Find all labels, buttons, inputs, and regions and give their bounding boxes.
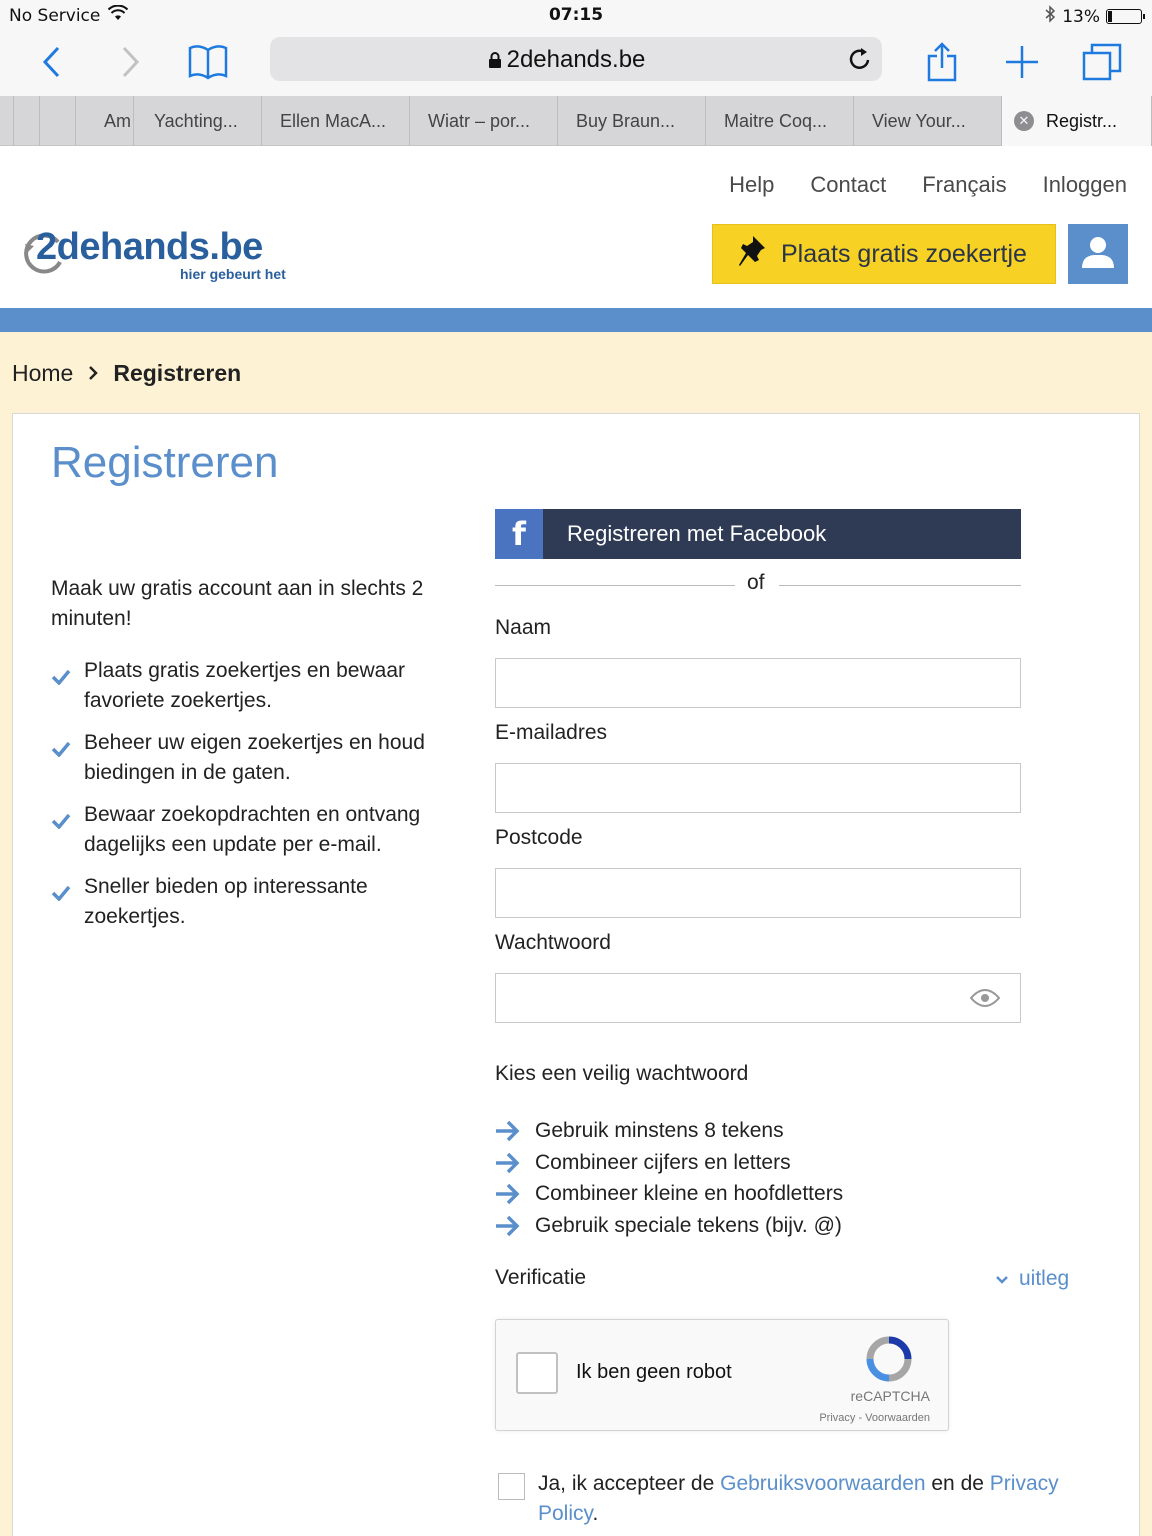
password-rule	[495, 1210, 843, 1242]
new-tab-icon[interactable]	[1000, 40, 1044, 84]
password-rule	[495, 1178, 843, 1210]
address-bar[interactable]	[270, 37, 882, 81]
recaptcha-links[interactable]: Privacy - Voorwaarden	[819, 1412, 930, 1424]
chevron-right-icon	[87, 360, 99, 387]
terms-prefix: Ja, ik accepteer de	[538, 1472, 721, 1495]
recaptcha-name: reCAPTCHA	[850, 1388, 930, 1404]
terms-suffix: .	[592, 1502, 599, 1525]
benefit-text: Beheer uw eigen zoekertjes en houd biedingen in de gaten.	[84, 731, 425, 784]
password-rule	[495, 1147, 843, 1179]
user-icon	[1080, 234, 1116, 274]
login-link[interactable]: Inloggen	[1042, 172, 1127, 197]
contact-link[interactable]: Contact	[810, 172, 887, 197]
tab[interactable]	[40, 96, 76, 146]
tab[interactable]: Maitre Coq...	[706, 96, 854, 146]
site-header	[0, 146, 1152, 308]
check-icon	[51, 736, 71, 766]
password-rule-text: Combineer cijfers en letters	[535, 1150, 791, 1174]
arrow-right-icon	[495, 1215, 521, 1247]
tab-label: Registr...	[1046, 110, 1118, 131]
browser-toolbar	[0, 30, 1152, 96]
recaptcha-checkbox[interactable]	[516, 1352, 558, 1394]
breadcrumb	[12, 360, 241, 387]
tab[interactable]	[0, 96, 14, 146]
name-input[interactable]	[495, 658, 1021, 708]
facebook-register-label: Registreren met Facebook	[567, 521, 827, 546]
benefit-text: Bewaar zoekopdrachten en ontvang dagelijks een update per e-mail.	[84, 803, 421, 856]
url-text: 2dehands.be	[506, 46, 646, 73]
tab[interactable]: Ellen MacA...	[262, 96, 410, 146]
password-label: Wachtwoord	[495, 931, 611, 954]
postcode-input[interactable]	[495, 868, 1021, 918]
share-icon[interactable]	[920, 40, 964, 84]
top-navigation	[729, 172, 1127, 198]
check-icon	[51, 880, 71, 910]
close-tab-icon[interactable]: ✕	[1014, 111, 1034, 131]
tab[interactable]: Wiatr – por...	[410, 96, 558, 146]
battery-percent: 13%	[1062, 6, 1100, 27]
benefit-item	[51, 872, 461, 932]
facebook-register-button[interactable]	[495, 509, 1021, 559]
terms-of-use-link[interactable]: Gebruiksvoorwaarden	[720, 1472, 926, 1495]
password-input[interactable]	[495, 973, 1021, 1023]
place-ad-button[interactable]	[712, 224, 1056, 284]
pushpin-icon	[737, 234, 767, 275]
benefit-item	[51, 800, 461, 860]
check-icon	[51, 808, 71, 838]
clock: 07:15	[548, 5, 604, 25]
email-input[interactable]	[495, 763, 1021, 813]
tab[interactable]: Yachting...	[134, 96, 262, 146]
header-divider-bar	[0, 308, 1152, 332]
password-rules-list	[495, 1115, 843, 1241]
tab[interactable]: View Your...	[854, 96, 1002, 146]
tab[interactable]	[14, 96, 40, 146]
password-rule-text: Gebruik speciale tekens (bijv. @)	[535, 1213, 842, 1237]
or-text: of	[747, 571, 765, 594]
forward-button[interactable]	[108, 40, 152, 84]
back-button[interactable]	[30, 40, 74, 84]
reload-icon[interactable]	[848, 46, 872, 76]
benefit-item	[51, 728, 461, 788]
password-rule	[495, 1115, 843, 1147]
logo-name: 2dehands.be	[36, 226, 263, 268]
tab[interactable]: Am	[76, 96, 134, 146]
terms-checkbox[interactable]	[498, 1473, 525, 1500]
benefit-text: Sneller bieden op interessante zoekertjes.	[84, 875, 368, 928]
tabs-overview-icon[interactable]	[1080, 40, 1124, 84]
recaptcha-logo-icon	[866, 1336, 912, 1387]
tab[interactable]: Buy Braun...	[558, 96, 706, 146]
verification-label: Verificatie	[495, 1266, 587, 1289]
bluetooth-icon	[1044, 5, 1056, 28]
tab-active[interactable]	[1002, 96, 1152, 146]
help-link[interactable]: Help	[729, 172, 775, 197]
privacy-policy-link[interactable]: Privacy Policy	[538, 1472, 1059, 1525]
carrier-text: No Service	[9, 5, 101, 26]
terms-text	[538, 1469, 1098, 1529]
name-label: Naam	[495, 616, 552, 639]
page-body	[0, 332, 1152, 1536]
logo-tagline: hier gebeurt het	[180, 266, 286, 282]
registration-card	[12, 413, 1140, 1536]
site-logo[interactable]	[24, 226, 304, 288]
benefits-list	[51, 656, 461, 944]
recaptcha-widget	[495, 1319, 949, 1431]
breadcrumb-current: Registreren	[113, 360, 242, 386]
check-icon	[51, 664, 71, 694]
password-tips-title: Kies een veilig wachtwoord	[495, 1062, 749, 1085]
terms-middle: en de	[925, 1472, 990, 1495]
bookmarks-icon[interactable]	[186, 40, 230, 84]
status-bar	[0, 0, 1152, 30]
password-rule-text: Gebruik minstens 8 tekens	[535, 1119, 784, 1142]
tab-bar	[0, 96, 1152, 146]
or-divider	[495, 571, 1021, 601]
intro-text: Maak uw gratis account aan in slechts 2 minuten!	[51, 577, 424, 630]
user-account-button[interactable]	[1068, 224, 1128, 284]
language-link[interactable]: Français	[922, 172, 1007, 197]
breadcrumb-home[interactable]: Home	[12, 360, 74, 386]
eye-icon[interactable]	[970, 988, 1000, 1013]
password-rule-text: Combineer kleine en hoofdletters	[535, 1182, 844, 1205]
facebook-icon: f	[495, 509, 543, 559]
page-title: Registreren	[51, 438, 279, 487]
place-ad-label: Plaats gratis zoekertje	[781, 239, 1027, 268]
benefit-item	[51, 656, 461, 716]
postcode-label: Postcode	[495, 826, 583, 849]
benefit-text: Plaats gratis zoekertjes en bewaar favoriete zoekertjes.	[84, 659, 405, 712]
explain-toggle[interactable]	[995, 1267, 1069, 1291]
email-label: E-mailadres	[495, 721, 608, 744]
battery-icon	[1106, 9, 1142, 24]
explain-link: uitleg	[1019, 1267, 1070, 1290]
chevron-down-icon	[995, 1267, 1009, 1291]
recaptcha-label: Ik ben geen robot	[576, 1361, 732, 1383]
